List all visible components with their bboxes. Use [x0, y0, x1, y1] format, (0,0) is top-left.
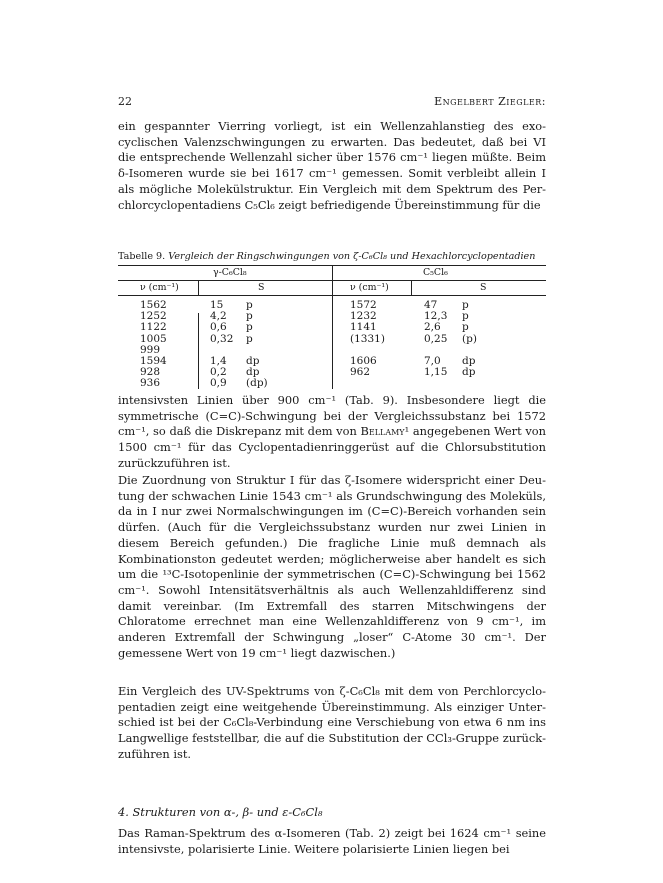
- table-header-nu-left: ν (cm⁻¹): [140, 282, 179, 293]
- table-cell-left-s: 0,9: [210, 377, 227, 390]
- table-caption-title: Vergleich der Ringschwingungen von ζ-C₆Cl₈ und Hexachlorcyclopentadien: [168, 251, 536, 262]
- table-cell-left-pol: p: [246, 332, 253, 345]
- paragraph-3-text: Die Zuordnung von Struktur I für das ζ-Isomere widerspricht einer Deutung der schwachen Linie 1543 cm⁻¹ als Grundschwingung des Moleküls, da in I nur zwei Normalschwingungen im (C=C)-Bereich vorhanden sein dürfen. (Auch für die Vergleichssubstanz wurden nur zwei Linien in diesem Bereich gefunden.) Die fragliche Linie muß demnach als Kombinationston gedeutet werden; möglicherweise aber handelt es sich um die ¹³C-Isotopenlinie der symmetrischen (C=C)-Schwingung bei 1562 cm⁻¹. Sowohl Intensitätsverhältnis als auch Wellenzahldifferenz sind damit vereinbar. (Im Extremfall des starren Mitschwingens der Chloratome errechnet man eine Wellenzahldifferenz von 9 cm⁻¹, im anderen Extremfall der Schwingung „loser“ C-Atome 30 cm⁻¹. Der gemessene Wert von 19 cm⁻¹ liegt dazwischen.): [118, 473, 546, 660]
- table-cell-right-pol: p: [462, 299, 469, 311]
- table-cell-right-nu: 1141: [350, 321, 377, 334]
- table-cell-left-nu: 928: [140, 366, 161, 379]
- table-cell-left-nu: 999: [140, 343, 161, 356]
- running-author: Engelbert Ziegler:: [434, 95, 546, 108]
- table-cell-left-s: 15: [210, 299, 224, 311]
- table-cell-left-pol: dp: [246, 355, 260, 367]
- table-cell-left-pol: p: [246, 321, 253, 334]
- table-cell-right-pol: (p): [462, 332, 477, 345]
- paragraph-4: [118, 684, 546, 763]
- table-cell-right-s: 0,25: [424, 332, 448, 345]
- paragraph-2-start: intensivsten Linien über 900 cm⁻¹ (Tab. 9). Insbesondere liegt die symmetrische (C=C)-Schwingung bei der Vergleichssubstanz bei 1572 cm⁻¹, so daß die Diskrepanz mit dem von: [118, 393, 546, 439]
- page-number: 22: [118, 95, 132, 108]
- table-cell-left-s: 0,32: [210, 332, 234, 345]
- table-divider-right-header: [411, 280, 412, 295]
- table-cell-right-nu: 1572: [350, 299, 377, 311]
- table-cell-left-nu: 1562: [140, 299, 167, 311]
- table-divider-main: [332, 265, 333, 389]
- table-9: [118, 265, 546, 389]
- citation-bellamy: Bellamy: [360, 424, 405, 439]
- section-title: 4. Strukturen von α-, β- und ε-C₆Cl₈: [118, 805, 323, 819]
- paragraph-2-end: ¹ angegebenen Wert von 1500 cm⁻¹ für das Cyclopentadienringgerüst auf die Chlorsubstitution zurückzuführen ist.: [118, 424, 546, 470]
- table-cell-left-nu: 936: [140, 377, 161, 390]
- table-header-s-left: S: [258, 282, 265, 293]
- table-header-nu-right: ν (cm⁻¹): [350, 282, 389, 293]
- paragraph-5-text: Das Raman-Spektrum des α-Isomeren (Tab. 2) zeigt bei 1624 cm⁻¹ seine intensivste, polarisierte Linie. Weitere polarisierte Linien liegen bei: [118, 826, 546, 856]
- table-cell-left-nu: 1122: [140, 321, 167, 334]
- table-cell-left-pol: p: [246, 299, 253, 311]
- table-cell-right-s: 2,6: [424, 321, 441, 334]
- table-group-right: C₅Cl₆: [423, 267, 448, 278]
- table-cell-left-s: 1,4: [210, 355, 227, 367]
- table-cell-left-s: 0,2: [210, 366, 227, 379]
- table-cell-right-pol: dp: [462, 355, 476, 367]
- table-cell-left-pol: (dp): [246, 377, 268, 390]
- table-cell-right-nu: 1232: [350, 310, 377, 323]
- table-caption-prefix: Tabelle 9.: [118, 251, 166, 262]
- table-cell-left-pol: dp: [246, 366, 260, 379]
- table-divider-left: [198, 313, 199, 389]
- table-cell-right-pol: p: [462, 310, 469, 323]
- table-divider-left-header: [198, 280, 199, 295]
- table-cell-right-s: 1,15: [424, 366, 448, 379]
- table-cell-right-s: 7,0: [424, 355, 441, 367]
- table-cell-right-s: 12,3: [424, 310, 448, 323]
- table-cell-left-nu: 1252: [140, 310, 167, 323]
- paragraph-2: [118, 393, 546, 472]
- table-caption: [118, 251, 546, 262]
- table-cell-right-s: 47: [424, 299, 438, 311]
- paragraph-3: [118, 473, 546, 661]
- table-cell-left-s: 0,6: [210, 321, 227, 334]
- table-cell-right-nu: (1331): [350, 332, 385, 345]
- table-cell-right-pol: dp: [462, 366, 476, 379]
- paragraph-5: [118, 826, 546, 857]
- table-group-left: γ-C₆Cl₈: [213, 267, 247, 278]
- paragraph-1: [118, 119, 546, 213]
- table-cell-right-nu: 1606: [350, 355, 377, 367]
- paragraph-1-text: ein gespannter Vierring vorliegt, ist ein Wellenzahlanstieg des exocyclischen Valenzschwingungen zu erwarten. Das bedeutet, daß bei VI die entsprechende Wellenzahl sicher über 1576 cm⁻¹ liegen müßte. Beim δ-Isomeren wurde sie bei 1617 cm⁻¹ gemessen. Somit verbleibt allein I als mögliche Molekülstruktur. Ein Vergleich mit dem Spektrum des Perchlorcyclopentadiens C₅Cl₆ zeigt befriedigende Übereinstimmung für die: [118, 119, 546, 212]
- running-header: [118, 95, 546, 108]
- paragraph-4-text: Ein Vergleich des UV-Spektrums von ζ-C₆Cl₈ mit dem von Perchlorcyclopentadien zeigt eine weitgehende Übereinstimmung. Als einziger Unterschied ist bei der C₆Cl₈-Verbindung eine Verschiebung von etwa 6 nm ins Langwellige feststellbar, die auf die Substitution der CCl₃-Gruppe zurückzuführen ist.: [118, 684, 546, 761]
- table-cell-left-pol: p: [246, 310, 253, 323]
- table-cell-right-nu: 962: [350, 366, 371, 379]
- table-cell-left-s: 4,2: [210, 310, 227, 323]
- table-cell-left-nu: 1005: [140, 332, 167, 345]
- table-cell-left-nu: 1594: [140, 355, 167, 367]
- table-cell-right-pol: p: [462, 321, 469, 334]
- table-header-s-right: S: [480, 282, 487, 293]
